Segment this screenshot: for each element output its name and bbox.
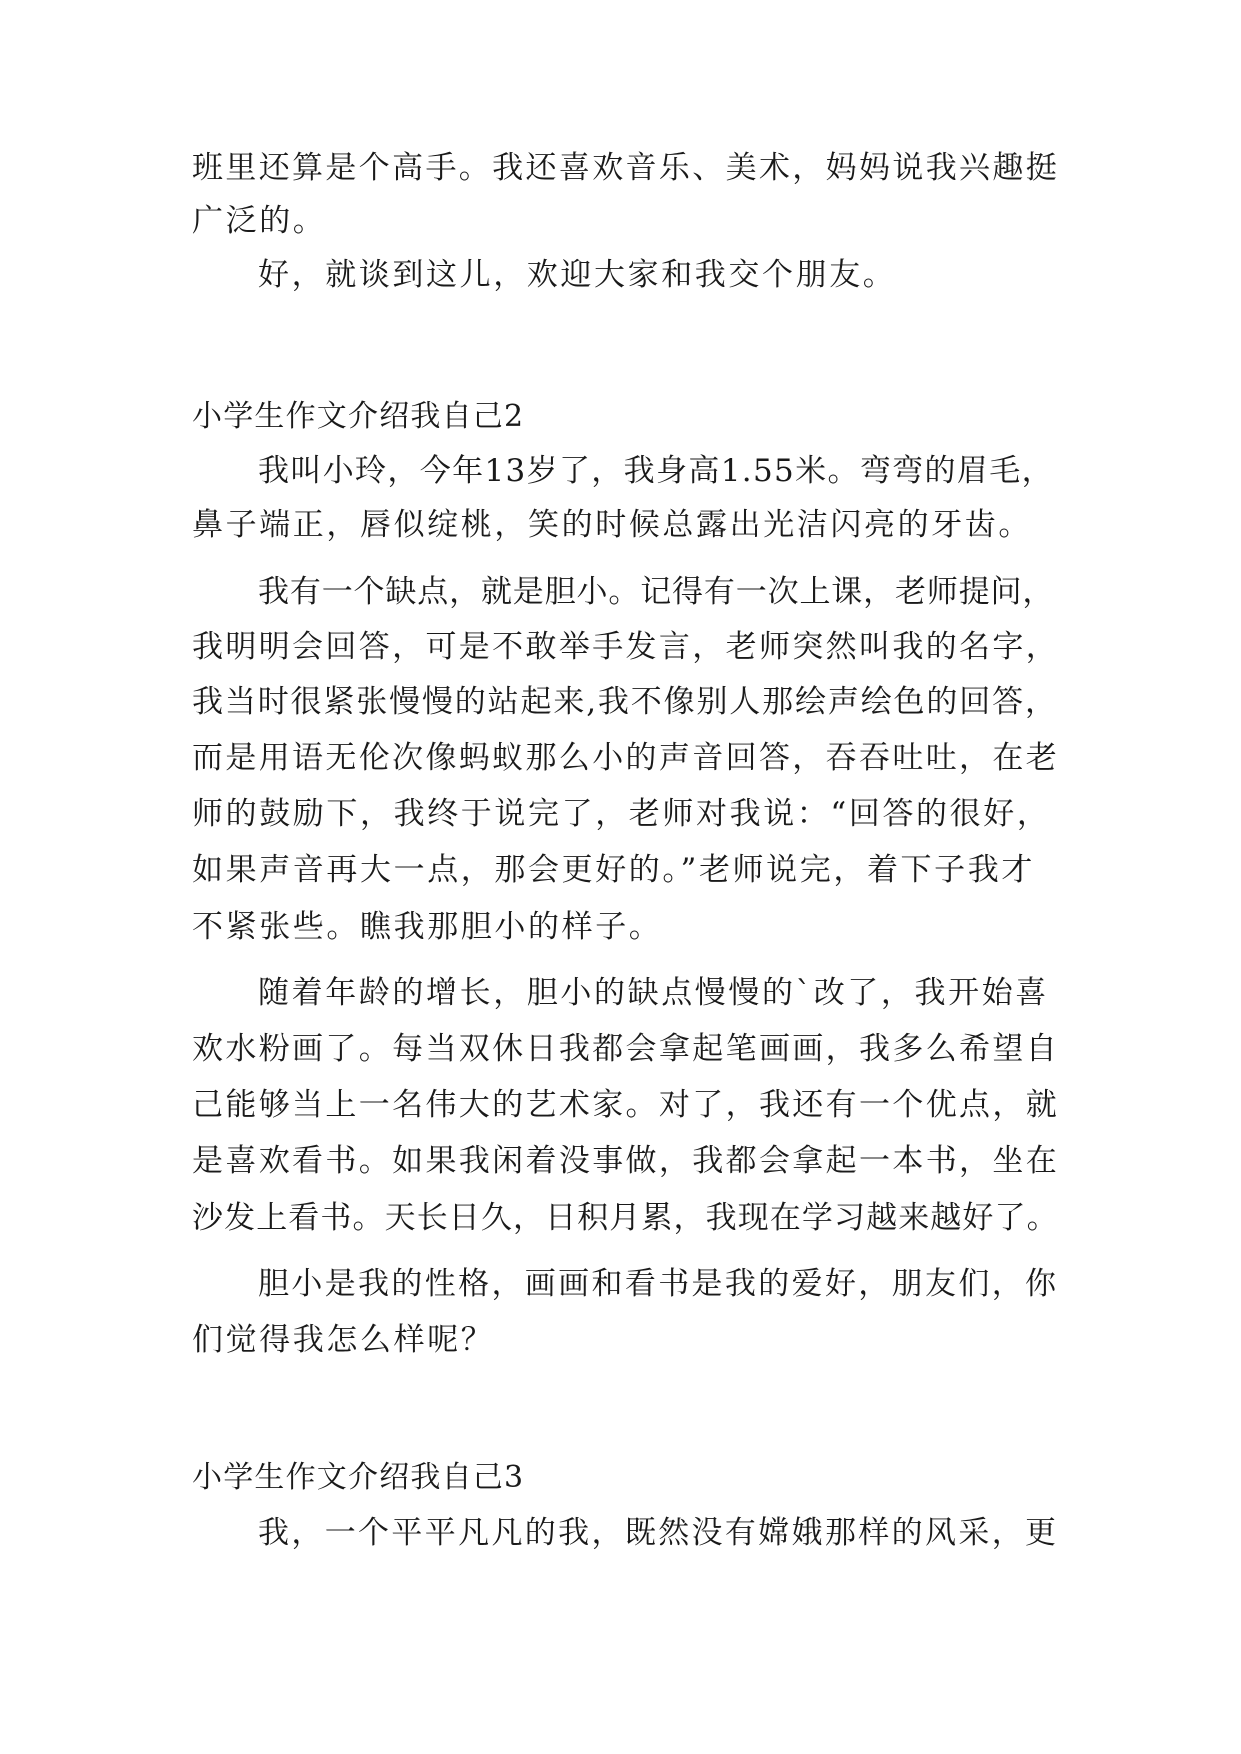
text-line: 我当时很紧张慢慢的站起来,我不像别人那绘声绘色的回答， bbox=[192, 684, 1058, 720]
text-line: 师的鼓励下，我终于说完了，老师对我说：“回答的很好， bbox=[192, 796, 1051, 832]
text-line: 好，就谈到这儿，欢迎大家和我交个朋友。 bbox=[258, 257, 897, 293]
section-heading: 小学生作文介绍我自己2 bbox=[192, 399, 525, 434]
text-line: 们觉得我怎么样呢？ bbox=[192, 1322, 495, 1358]
text-line: 随着年龄的增长，胆小的缺点慢慢的`改了，我开始喜 bbox=[258, 975, 1049, 1011]
text-line: 如果声音再大一点，那会更好的。”老师说完，着下子我才 bbox=[192, 852, 1035, 888]
text-line: 欢水粉画了。每当双休日我都会拿起笔画画，我多么希望自 bbox=[192, 1031, 1060, 1067]
text-line: 鼻子端正，唇似绽桃，笑的时候总露出光洁闪亮的牙齿。 bbox=[192, 507, 1032, 543]
text-line: 我叫小玲，今年13岁了，我身高1.55米。弯弯的眉毛， bbox=[258, 453, 1054, 489]
text-line: 己能够当上一名伟大的艺术家。对了，我还有一个优点，就 bbox=[192, 1087, 1060, 1123]
text-line: 班里还算是个高手。我还喜欢音乐、美术，妈妈说我兴趣挺 bbox=[192, 150, 1060, 186]
text-line: 而是用语无伦次像蚂蚁那么小的声音回答，吞吞吐吐，在老 bbox=[192, 740, 1060, 776]
text-line: 我，一个平平凡凡的我，既然没有嫦娥那样的风采，更 bbox=[258, 1515, 1059, 1551]
text-line: 我有一个缺点，就是胆小。记得有一次上课，老师提问， bbox=[258, 574, 1055, 610]
section-heading: 小学生作文介绍我自己3 bbox=[192, 1460, 525, 1495]
text-line: 不紧张些。瞧我那胆小的样子。 bbox=[192, 909, 663, 945]
text-line: 广泛的。 bbox=[192, 203, 327, 239]
text-line: 我明明会回答，可是不敢举手发言，老师突然叫我的名字， bbox=[192, 629, 1060, 665]
text-line: 胆小是我的性格，画画和看书是我的爱好，朋友们，你 bbox=[258, 1266, 1059, 1302]
text-line: 是喜欢看书。如果我闲着没事做，我都会拿起一本书，坐在 bbox=[192, 1143, 1060, 1179]
text-line: 沙发上看书。天长日久，日积月累，我现在学习越来越好了。 bbox=[192, 1200, 1059, 1236]
